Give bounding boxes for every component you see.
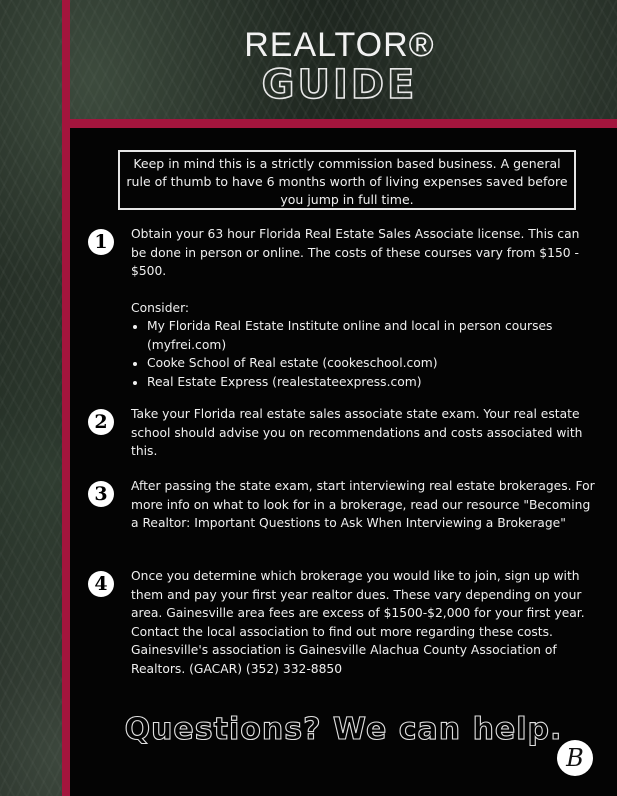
questions-cta: Questions? We can help. [124, 712, 563, 747]
step-2 [88, 405, 595, 461]
step-number-2: 2 [88, 409, 114, 435]
step-3 [88, 477, 595, 533]
consider-list [131, 317, 595, 391]
step-3-body [131, 477, 595, 533]
page-subtitle: GUIDE [261, 62, 418, 108]
step-2-body [131, 405, 595, 461]
step-4-text: Once you determine which brokerage you would like to join, sign up with them and pay your first year realtor dues. These vary depending on your area. Gainesville area fees are excess of $1500-$2,000 for your first year. Contact the local association to find out more regarding these costs. Gainesville's association is Gainesville Alachua County Association of Realtors. (GACAR) (352) 332-8850 [131, 569, 585, 676]
list-item: • My Florida Real Estate Institute online and local in person courses (myfrei.com) [147, 317, 595, 354]
step-3-text: After passing the state exam, start interviewing real estate brokerages. For more info on what to look for in a brokerage, read our resource "Becoming a Realtor: Important Questions to Ask When Interviewing a Brokerage" [131, 479, 595, 530]
step-1 [88, 225, 595, 391]
notice-box: Keep in mind this is a strictly commission based business. A general rule of thumb to have 6 months worth of living expenses saved before you jump in full time. [118, 150, 576, 210]
step-2-text: Take your Florida real estate sales associate state exam. Your real estate school should advise you on recommendations and costs associated with this. [131, 407, 583, 458]
step-1-body [131, 225, 595, 391]
step-number-4: 4 [88, 571, 114, 597]
list-item: • Cooke School of Real estate (cookeschool.com) [147, 354, 595, 373]
list-item: • Real Estate Express (realestateexpress.com) [147, 373, 595, 392]
brand-logo: B [557, 740, 593, 776]
step-number-1: 1 [88, 229, 114, 255]
accent-frame-horizontal [62, 119, 617, 128]
page-title: REALTOR® [244, 26, 435, 64]
step-1-text: Obtain your 63 hour Florida Real Estate Sales Associate license. This can be done in person or online. The costs of these courses vary from $150 - $500. [131, 227, 580, 278]
step-4-body [131, 567, 595, 678]
consider-label: Consider: [131, 300, 190, 315]
step-number-3: 3 [88, 481, 114, 507]
step-4 [88, 567, 595, 678]
